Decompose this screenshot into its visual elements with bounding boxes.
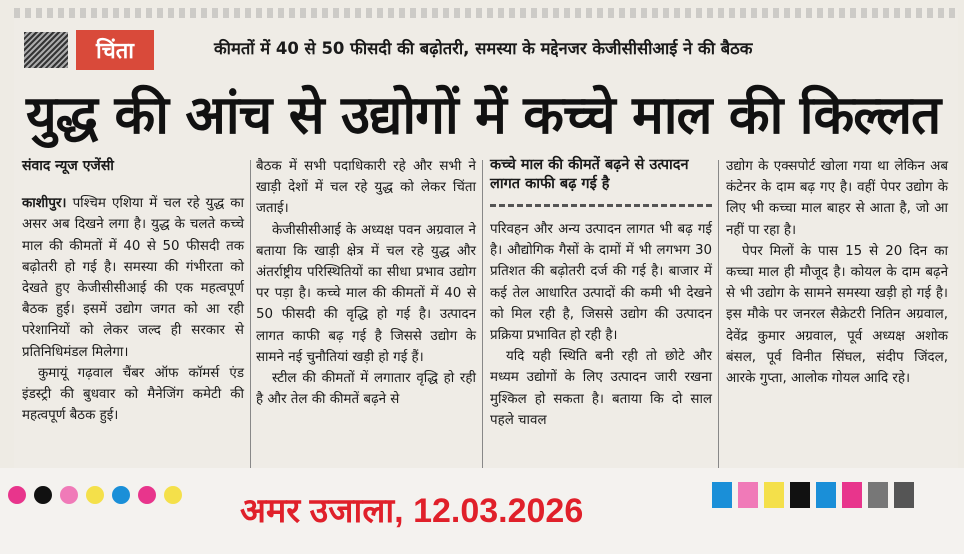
- color-swatch: [34, 486, 52, 504]
- section-tag: चिंता: [76, 30, 154, 70]
- column-2: [256, 156, 476, 410]
- newspaper-date-stamp: अमर उजाला, 12.03.2026: [240, 492, 584, 530]
- column-rule: [718, 160, 719, 468]
- column-rule: [250, 160, 251, 468]
- color-bar: [868, 482, 888, 508]
- paragraph: परिवहन और अन्य उत्पादन लागत भी बढ़ गई है। औद्योगिक गैसों के दामों में भी लगभग 30 प्रतिशत की बढ़ोतरी दर्ज की गई है। बाजार में कई तेल आधारित उत्पादों की कमी भी देखने को मिल रही है, जिससे उद्योग की उत्पादन प्रक्रिया प्रभावित हो रही है।: [490, 222, 712, 344]
- color-bar: [738, 482, 758, 508]
- color-swatch: [112, 486, 130, 504]
- byline: संवाद न्यूज एजेंसी: [22, 158, 114, 174]
- headline: युद्ध की आंच से उद्योगों में कच्चे माल की किल्लत: [26, 84, 941, 146]
- paragraph: [22, 193, 244, 363]
- kicker-line: कीमतों में 40 से 50 फीसदी की बढ़ोतरी, समस्या के मद्देनजर केजीसीसीआई ने की बैठक: [214, 39, 753, 58]
- paragraph: पेपर मिलों के पास 15 से 20 दिन का कच्चा माल ही मौजूद है। कोयल के दाम बढ़ने से भी उद्योग के सामने समस्या खड़ी हो गई है। इस मौके पर जनरल सैक्रेटरी नितिन अग्रवाल, देवेंद्र कुमार अग्रवाल, पूर्व अध्यक्ष अशोक बंसल, पूर्व विनीत सिंघल, संदीप जिंदल, आरके गुप्ता, आलोक गोयल आदि रहे।: [726, 243, 948, 387]
- paragraph: यदि यही स्थिति बनी रही तो छोटे और मध्यम उद्योगों के लिए उत्पादन जारी रखना मुश्किल हो सकता है। बताया कि दो साल पहले चावल: [490, 349, 712, 428]
- paragraph: कुमायूं गढ़वाल चैंबर ऑफ कॉमर्स एंड इंडस्ट्री की बुधवार को मैनेजिंग कमेटी की महत्वपूर्ण बैठक हुई।: [22, 365, 244, 424]
- color-swatch: [138, 486, 156, 504]
- color-swatch: [164, 486, 182, 504]
- color-swatch: [8, 486, 26, 504]
- column-1: [22, 156, 244, 426]
- paragraph: स्टील की कीमतों में लगातार वृद्धि हो रही है और तेल की कीमतें बढ़ने से: [256, 371, 476, 408]
- color-bar: [816, 482, 836, 508]
- color-bar: [712, 482, 732, 508]
- color-bar: [894, 482, 914, 508]
- column-rule: [482, 160, 483, 468]
- subheading: कच्चे माल की कीमतें बढ़ने से उत्पादन लागत काफी बढ़ गई है: [490, 156, 712, 207]
- color-bar: [764, 482, 784, 508]
- cut-text-strip: [14, 8, 958, 18]
- color-bar: [790, 482, 810, 508]
- newspaper-clipping: [14, 8, 958, 468]
- column-3: [490, 156, 712, 431]
- paragraph: केजीसीसीआई के अध्यक्ष पवन अग्रवाल ने बताया कि खाड़ी क्षेत्र में चल रहे युद्ध और अंतर्राष्ट्रीय परिस्थितियों का सीधा प्रभाव उद्योग पर पड़ा है। कच्चे माल की कीमतों में 40 से 50 फीसदी की वृद्धि हो गई है। उत्पादन लागत काफी बढ़ गई है जिससे उद्योग के सामने नई चुनौतियां खड़ी हो गई हैं।: [256, 222, 476, 365]
- dateline: काशीपुर।: [22, 196, 67, 212]
- color-swatch: [60, 486, 78, 504]
- paragraph: बैठक में सभी पदाधिकारी रहे और सभी ने खाड़ी देशों में चल रहे युद्ध को लेकर चिंता जताई।: [256, 159, 476, 217]
- paragraph-text: पश्चिम एशिया में चल रहे युद्ध का असर अब दिखने लगा है। युद्ध के चलते कच्चे माल की कीमतों में 40 से 50 फीसदी तक बढ़ोतरी हो गई है। समस्या की गंभीरता को देखते हुए केजीसीसीआई की एक महत्वपूर्ण बैठक हुई। इसमें उद्योग जगत को आ रही परेशानियों को लेकर जल्द ही सरकार से प्रतिनिधिमंडल मिलेगा।: [22, 196, 244, 360]
- color-swatch: [86, 486, 104, 504]
- paragraph: उद्योग के एक्सपोर्ट खोला गया था लेकिन अब कंटेनर के दाम बढ़ गए है। वहीं पेपर उद्योग के लिए भी कच्चा माल बाहर से आता है, जो आ नहीं पा रहा है।: [726, 159, 948, 238]
- color-bar: [842, 482, 862, 508]
- column-4: [726, 156, 948, 389]
- section-hatch-block: [24, 32, 68, 68]
